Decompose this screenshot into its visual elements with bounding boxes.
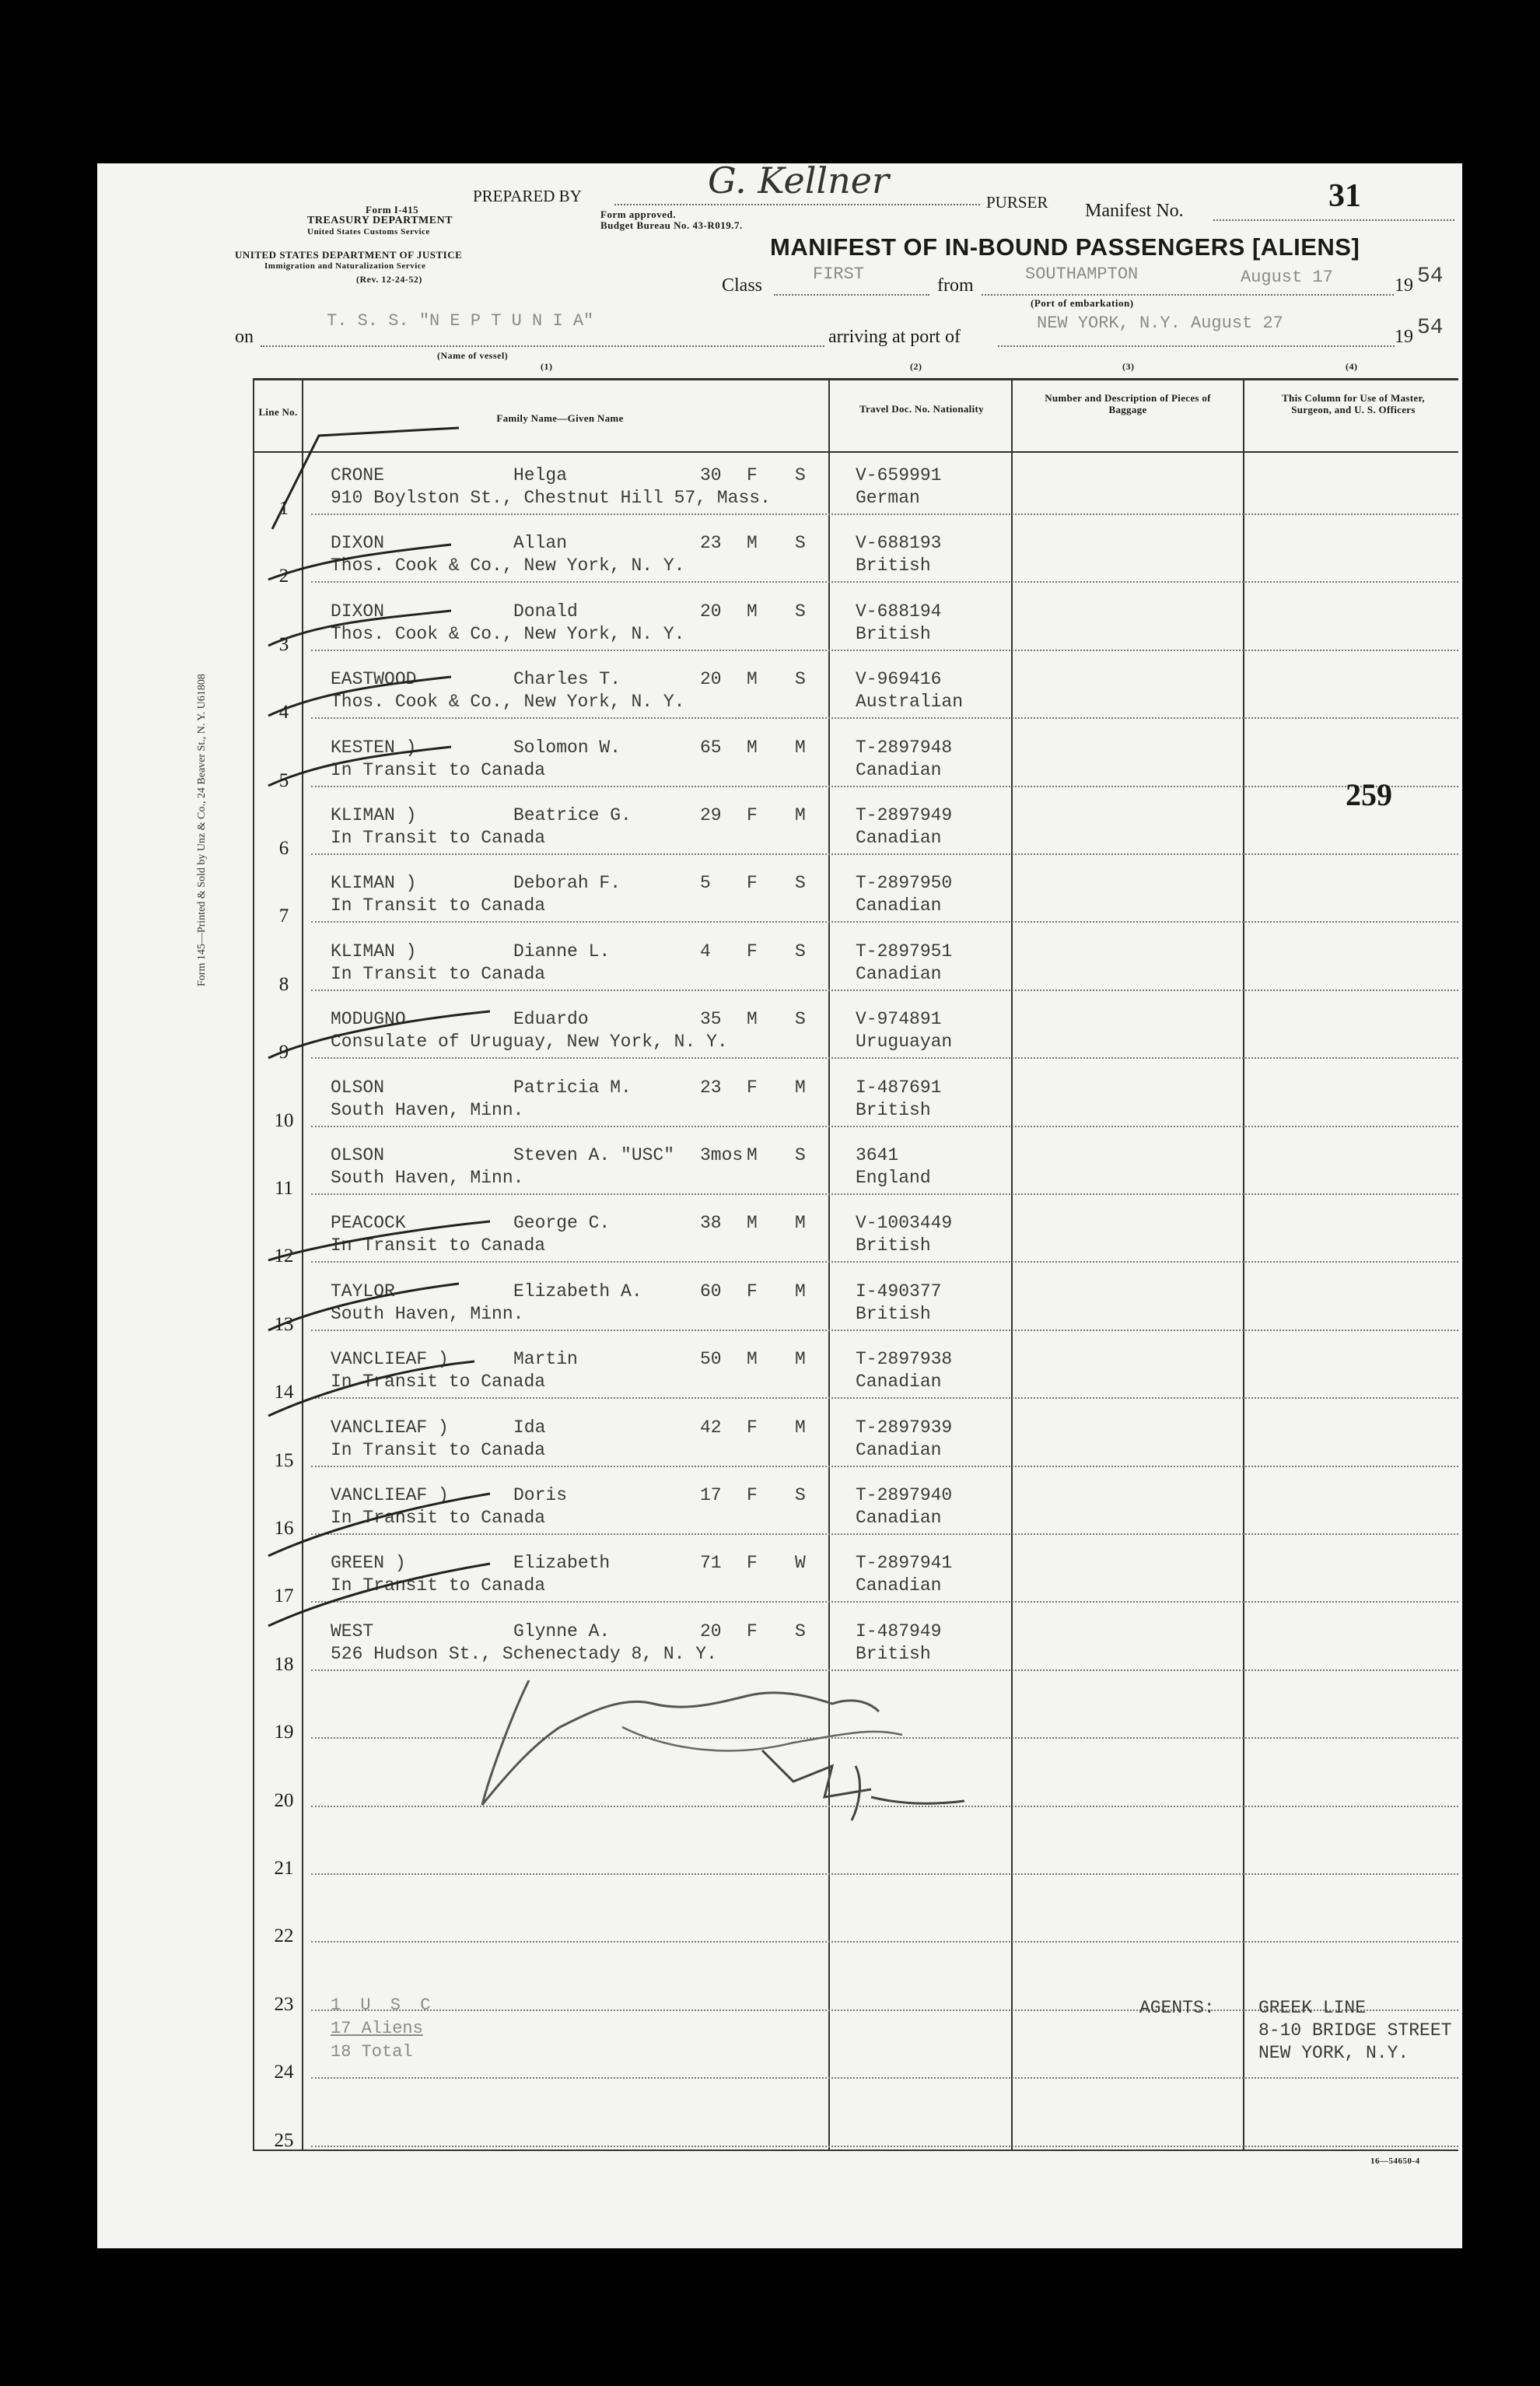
vessel-name: T. S. S. "N E P T U N I A"	[327, 311, 594, 331]
family-name: KESTEN )	[331, 737, 417, 758]
travel-doc-number: T-2897941	[856, 1553, 953, 1574]
row-number: 23	[274, 1993, 294, 2015]
address: In Transit to Canada	[331, 759, 546, 780]
budget-bureau: Budget Bureau No. 43-R019.7.	[600, 219, 743, 231]
given-name: Elizabeth A.	[513, 1281, 642, 1302]
address: Thos. Cook & Co., New York, N. Y.	[331, 692, 685, 713]
row-rule	[311, 1873, 1458, 1875]
name-divider	[828, 378, 830, 2151]
family-name: KLIMAN )	[331, 873, 417, 894]
age: 29	[700, 805, 722, 825]
age: 42	[700, 1417, 722, 1438]
address: Thos. Cook & Co., New York, N. Y.	[331, 555, 685, 576]
form-approved: Form approved.	[600, 208, 677, 220]
from-line	[982, 294, 1394, 296]
nationality: British	[856, 555, 931, 576]
age: 35	[700, 1009, 722, 1030]
given-name: Ida	[513, 1417, 546, 1438]
form-number: Form I-415	[366, 204, 419, 215]
sex: F	[747, 805, 758, 825]
purser-label: PURSER	[986, 193, 1048, 212]
embark-date: August 17	[1241, 268, 1333, 287]
row-number: 17	[274, 1585, 294, 1607]
row-rule	[311, 2146, 1458, 2147]
row-number: 3	[278, 633, 289, 655]
row-number: 6	[278, 838, 289, 859]
age: 23	[700, 1077, 722, 1098]
marital-status: M	[795, 737, 806, 758]
vessel-caption: (Name of vessel)	[437, 350, 509, 361]
marital-status: M	[795, 1281, 806, 1302]
from-label: from	[937, 275, 974, 296]
given-name: Deborah F.	[513, 873, 621, 894]
travel-doc-number: V-688193	[856, 533, 942, 554]
given-name: Martin	[513, 1349, 578, 1370]
sex: M	[747, 1349, 758, 1370]
marital-status: S	[795, 941, 806, 962]
marital-status: W	[795, 1553, 806, 1574]
prepared-by-signature: G. Kellner	[708, 159, 889, 201]
sex: M	[747, 737, 758, 758]
class-value: FIRST	[813, 265, 865, 284]
nationality: Uruguayan	[856, 1032, 953, 1053]
ins-service: Immigration and Naturalization Service	[264, 261, 426, 271]
row-number: 24	[274, 2062, 294, 2083]
age: 3mos	[700, 1145, 744, 1165]
address: In Transit to Canada	[331, 895, 546, 916]
given-name: Elizabeth	[513, 1553, 611, 1574]
address: In Transit to Canada	[331, 1439, 546, 1460]
travel-doc-number: I-487949	[856, 1620, 942, 1641]
age: 20	[700, 669, 722, 690]
age: 20	[700, 1620, 722, 1641]
age: 60	[700, 1281, 722, 1302]
address: South Haven, Minn.	[331, 1099, 524, 1120]
travel-doc-number: T-2897939	[856, 1417, 953, 1438]
address: South Haven, Minn.	[331, 1168, 524, 1188]
row-number: 25	[274, 2129, 294, 2151]
row-number: 7	[278, 906, 289, 927]
nationality: Canadian	[856, 895, 942, 916]
row-rule	[311, 1941, 1458, 1943]
nationality: British	[856, 1099, 931, 1120]
address: 526 Hudson St., Schenectady 8, N. Y.	[331, 1643, 717, 1664]
address: In Transit to Canada	[331, 1508, 546, 1528]
family-name: VANCLIEAF )	[331, 1485, 449, 1505]
totals-total: 18 Total	[331, 2042, 413, 2062]
col-header-officers: This Column for Use of Master, Surgeon, and U. S. Officers	[1282, 392, 1425, 415]
family-name: DIXON	[331, 601, 385, 622]
nationality: British	[856, 1303, 931, 1324]
given-name: Dianne L.	[513, 941, 611, 962]
travel-doc-number: V-659991	[856, 465, 942, 485]
marital-status: S	[795, 1620, 806, 1641]
age: 30	[700, 465, 722, 485]
nationality: British	[856, 1235, 931, 1256]
vessel-line	[261, 345, 824, 347]
age: 23	[700, 533, 722, 554]
given-name: Patricia M.	[513, 1077, 632, 1098]
address: In Transit to Canada	[331, 828, 546, 848]
embark-port: SOUTHAMPTON	[1025, 265, 1139, 284]
age: 65	[700, 737, 722, 758]
agents-line-2: 8-10 BRIDGE STREET	[1258, 2020, 1452, 2041]
prepared-by-label: PREPARED BY	[473, 187, 582, 205]
marital-status: M	[795, 1213, 806, 1234]
given-name: Allan	[513, 533, 568, 554]
family-name: OLSON	[331, 1145, 385, 1165]
sex: F	[747, 1281, 758, 1302]
given-name: Glynne A.	[513, 1620, 611, 1641]
row-number: 14	[274, 1382, 294, 1403]
sex: F	[747, 1077, 758, 1098]
col-header-travel-doc: Travel Doc. No. Nationality	[859, 403, 984, 415]
nationality: Canadian	[856, 1439, 942, 1460]
address: 910 Boylston St., Chestnut Hill 57, Mass.	[331, 488, 771, 508]
year-prefix-1: 19	[1395, 275, 1413, 296]
treasury-department: TREASURY DEPARTMENT	[307, 215, 453, 226]
family-name: TAYLOR	[331, 1281, 395, 1302]
nationality: Canadian	[856, 1372, 942, 1393]
family-name: PEACOCK	[331, 1213, 406, 1234]
travel-doc-number: V-688194	[856, 601, 942, 622]
table-top-border	[253, 378, 1458, 380]
class-label: Class	[722, 275, 763, 296]
arrival-line	[998, 345, 1395, 347]
agents-label: AGENTS:	[1139, 1998, 1215, 2018]
year-suffix-1: 54	[1417, 265, 1444, 289]
address: Consulate of Uruguay, New York, N. Y.	[331, 1032, 728, 1053]
given-name: Beatrice G.	[513, 805, 632, 825]
given-name: Eduardo	[513, 1009, 589, 1030]
address: South Haven, Minn.	[331, 1303, 524, 1324]
col-header-line-no: Line No.	[258, 406, 298, 418]
row-number: 18	[274, 1653, 294, 1675]
printer-imprint: Form 145—Printed & Sold by Unz & Co., 24 Beaver St., N. Y. U61808	[196, 674, 208, 986]
nationality: Canadian	[856, 759, 942, 780]
year-prefix-2: 19	[1395, 327, 1413, 347]
row-number: 22	[274, 1925, 294, 1947]
sex: F	[747, 1417, 758, 1438]
given-name: Steven A. "USC"	[513, 1145, 675, 1165]
travel-doc-number: 3641	[856, 1145, 899, 1165]
marital-status: M	[795, 805, 806, 825]
col-header-name: Family Name—Given Name	[496, 412, 624, 424]
manifest-number: 31	[1328, 178, 1361, 214]
age: 4	[700, 941, 711, 962]
doc-divider	[1011, 378, 1013, 2151]
port-embark-caption: (Port of embarkation)	[1031, 297, 1134, 309]
table-bottom-border	[253, 2150, 1458, 2151]
agents-line-1: GREEK LINE	[1258, 1998, 1367, 2018]
table-left-border	[253, 378, 254, 2151]
nationality: England	[856, 1168, 931, 1188]
justice-department: UNITED STATES DEPARTMENT OF JUSTICE	[235, 249, 463, 261]
family-name: EASTWOOD	[331, 669, 417, 690]
manifest-no-label: Manifest No.	[1085, 201, 1184, 221]
on-label: on	[235, 327, 254, 347]
row-number: 9	[278, 1042, 289, 1063]
travel-doc-number: V-974891	[856, 1009, 942, 1030]
age: 20	[700, 601, 722, 622]
row-number: 19	[274, 1722, 294, 1743]
nationality: Canadian	[856, 963, 942, 984]
col-num-4: (4)	[1346, 361, 1358, 372]
row-number: 11	[274, 1178, 294, 1199]
travel-doc-number: T-2897938	[856, 1349, 953, 1370]
travel-doc-number: T-2897951	[856, 941, 953, 962]
travel-doc-number: I-487691	[856, 1077, 942, 1098]
marital-status: S	[795, 1485, 806, 1505]
manifest-title: MANIFEST OF IN-BOUND PASSENGERS [ALIENS]	[770, 233, 1360, 261]
row-number: 15	[274, 1449, 294, 1471]
baggage-divider	[1243, 378, 1244, 2151]
marital-status: M	[795, 1417, 806, 1438]
class-line	[774, 294, 929, 296]
row-number: 21	[274, 1858, 294, 1879]
check-marks	[257, 405, 552, 1665]
family-name: GREEN )	[331, 1553, 406, 1574]
marital-status: S	[795, 1145, 806, 1165]
travel-doc-number: V-1003449	[856, 1213, 953, 1234]
given-name: George C.	[513, 1213, 611, 1234]
sex: F	[747, 465, 758, 485]
col-num-1: (1)	[541, 361, 553, 372]
col-header-baggage: Number and Description of Pieces of Baggage	[1045, 392, 1211, 415]
year-suffix-2: 54	[1417, 316, 1444, 340]
sex: M	[747, 601, 758, 622]
row-rule	[311, 2077, 1458, 2079]
col-num-3: (3)	[1122, 361, 1135, 372]
marital-status: M	[795, 1077, 806, 1098]
row-number: 8	[278, 973, 289, 995]
manifest-no-line	[1213, 219, 1454, 221]
handwritten-signature	[467, 1649, 1011, 1836]
revision: (Rev. 12-24-52)	[356, 274, 422, 285]
marital-status: S	[795, 533, 806, 554]
officer-mark: 259	[1346, 777, 1392, 812]
row-number: 16	[274, 1518, 294, 1539]
address: In Transit to Canada	[331, 963, 546, 984]
age: 38	[700, 1213, 722, 1234]
family-name: MODUGNO	[331, 1009, 406, 1030]
travel-doc-number: I-490377	[856, 1281, 942, 1302]
age: 71	[700, 1553, 722, 1574]
marital-status: S	[795, 601, 806, 622]
sex: M	[747, 1213, 758, 1234]
marital-status: S	[795, 669, 806, 690]
sex: F	[747, 1620, 758, 1641]
sex: F	[747, 1485, 758, 1505]
sex: M	[747, 669, 758, 690]
nationality: Canadian	[856, 828, 942, 848]
address: Thos. Cook & Co., New York, N. Y.	[331, 623, 685, 644]
marital-status: S	[795, 873, 806, 894]
travel-doc-number: V-969416	[856, 669, 942, 690]
family-name: OLSON	[331, 1077, 385, 1098]
travel-doc-number: T-2897948	[856, 737, 953, 758]
row-number: 13	[274, 1313, 294, 1335]
age: 50	[700, 1349, 722, 1370]
given-name: Charles T.	[513, 669, 621, 690]
row-number: 12	[274, 1246, 294, 1267]
travel-doc-number: T-2897940	[856, 1485, 953, 1505]
prepared-by-line	[614, 204, 980, 205]
family-name: VANCLIEAF )	[331, 1417, 449, 1438]
footer-code: 16—54650-4	[1370, 2157, 1420, 2166]
marital-status: M	[795, 1349, 806, 1370]
family-name: VANCLIEAF )	[331, 1349, 449, 1370]
family-name: DIXON	[331, 533, 385, 554]
row-number: 1	[278, 498, 289, 519]
family-name: WEST	[331, 1620, 374, 1641]
row-number: 20	[274, 1789, 294, 1811]
sex: M	[747, 533, 758, 554]
travel-doc-number: T-2897949	[856, 805, 953, 825]
row-number: 4	[278, 702, 289, 724]
given-name: Solomon W.	[513, 737, 621, 758]
given-name: Helga	[513, 465, 568, 485]
sex: M	[747, 1009, 758, 1030]
address: In Transit to Canada	[331, 1372, 546, 1393]
sex: M	[747, 1145, 758, 1165]
agents-line-3: NEW YORK, N.Y.	[1258, 2043, 1409, 2063]
age: 17	[700, 1485, 722, 1505]
age: 5	[700, 873, 711, 894]
totals-aliens: 17 Aliens	[331, 2019, 423, 2038]
col-num-2: (2)	[910, 361, 922, 372]
family-name: CRONE	[331, 465, 385, 485]
address: In Transit to Canada	[331, 1575, 546, 1596]
given-name: Doris	[513, 1485, 568, 1505]
family-name: KLIMAN )	[331, 805, 417, 825]
customs-service: United States Customs Service	[307, 227, 430, 236]
sex: F	[747, 941, 758, 962]
nationality: Australian	[856, 692, 964, 713]
arrival-port: NEW YORK, N.Y. August 27	[1037, 314, 1283, 333]
row-number: 5	[278, 769, 289, 791]
arriving-label: arriving at port of	[828, 327, 961, 347]
nationality: German	[856, 488, 920, 508]
marital-status: S	[795, 465, 806, 485]
address: In Transit to Canada	[331, 1235, 546, 1256]
nationality: Canadian	[856, 1508, 942, 1528]
row-number: 10	[274, 1109, 294, 1131]
nationality: British	[856, 1643, 931, 1664]
family-name: KLIMAN )	[331, 941, 417, 962]
marital-status: S	[795, 1009, 806, 1030]
given-name: Donald	[513, 601, 578, 622]
sex: F	[747, 1553, 758, 1574]
nationality: British	[856, 623, 931, 644]
row-number: 2	[278, 566, 289, 587]
travel-doc-number: T-2897950	[856, 873, 953, 894]
sex: F	[747, 873, 758, 894]
totals-usc: 1 U S C	[331, 1995, 436, 2015]
nationality: Canadian	[856, 1575, 942, 1596]
